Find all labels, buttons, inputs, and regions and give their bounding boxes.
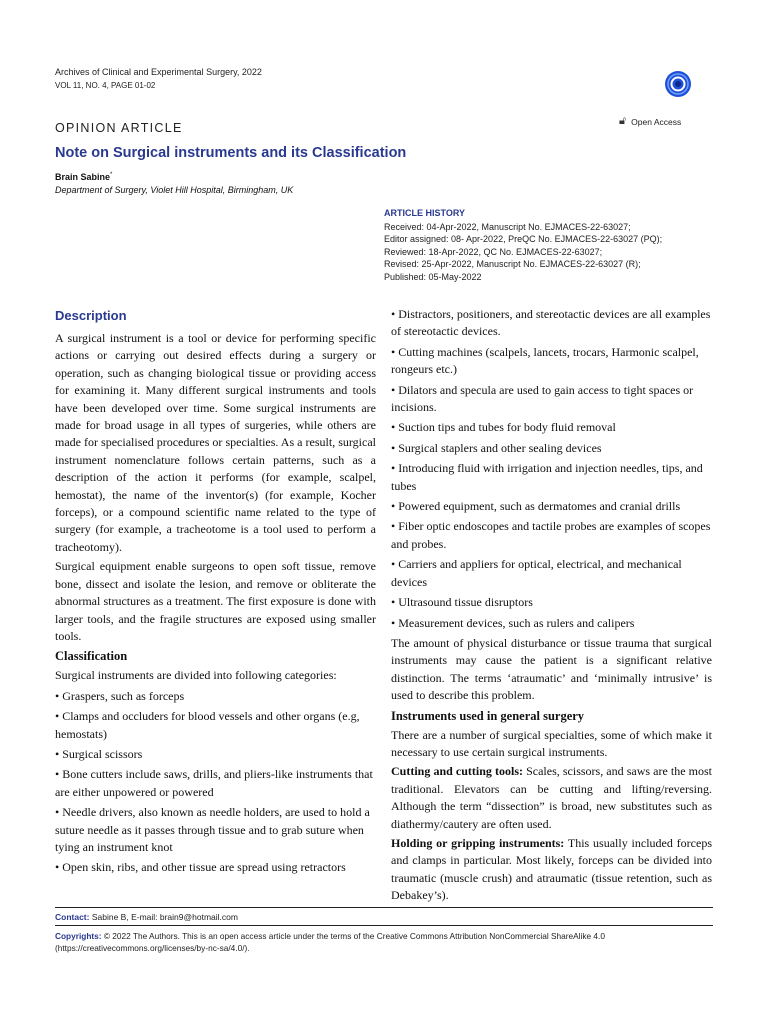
bullet-clamps: • Clamps and occluders for blood vessels and other organs (e.g, hemostats)	[55, 709, 360, 741]
copyright-text: © 2022 The Authors. This is an open access article under the terms of the Creative Commons Attribution NonCommercial ShareAlike 4.0 (https://creativecommons.org/licenses/by-nc-sa/4.0/).	[55, 931, 605, 953]
footer-divider-top	[55, 907, 713, 908]
contact-text: Sabine B, E-mail: brain9@hotmail.com	[89, 912, 238, 922]
open-access-lock-icon: 🔓︎	[619, 115, 627, 127]
classification-intro: Surgical instruments are divided into following categories:	[55, 668, 337, 683]
description-heading: Description	[55, 308, 127, 323]
left-column	[55, 306, 376, 880]
history-revised: Revised: 25-Apr-2022, Manuscript No. EJMACES-22-63027 (R);	[384, 259, 641, 270]
bullet-retractors: • Open skin, ribs, and other tissue are spread using retractors	[55, 860, 346, 875]
copyright-label: Copyrights:	[55, 931, 102, 941]
contact-label: Contact:	[55, 912, 90, 922]
copyright-line	[55, 931, 715, 954]
bullet-needle-drivers: • Needle drivers, also known as needle holders, are used to hold a suture needle as it passes through tissue and to grab suture when tying an instrument knot	[55, 805, 370, 854]
classification-heading: Classification	[55, 649, 128, 664]
cutting-tools-paragraph	[391, 763, 712, 833]
history-received: Received: 04-Apr-2022, Manuscript No. EJMACES-22-63027;	[384, 221, 631, 232]
trauma-paragraph: The amount of physical disturbance or tissue trauma that surgical instruments may cause the patient is a significant relative distinction. The terms ‘atraumatic’ and ‘minimally intrusive’ is used to describe this problem.	[391, 635, 712, 703]
journal-logo-icon	[664, 70, 692, 98]
history-editor-assigned: Editor assigned: 08- Apr-2022, PreQC No. EJMACES-22-63027 (PQ);	[384, 234, 663, 245]
description-paragraph-2: Surgical equipment enable surgeons to open soft tissue, remove bone, dissect and isolate the lesion, and remove or obliterate the abnormal structures as a treatment. The first exposure is done with larger tools, and the fragile structures are exposed using smaller tools.	[55, 559, 376, 643]
bullet-cutting-machines: • Cutting machines (scalpels, lancets, trocars, Harmonic scalpel, rongeurs etc.)	[391, 344, 699, 377]
contact-line	[55, 912, 238, 922]
article-type: OPINION ARTICLE	[55, 121, 183, 135]
general-surgery-heading: Instruments used in general surgery	[391, 708, 585, 723]
holding-instruments-paragraph	[391, 835, 712, 905]
bullet-carriers: • Carriers and appliers for optical, electrical, and mechanical devices	[391, 557, 682, 589]
history-published: Published: 05-May-2022	[384, 271, 482, 282]
article-history	[384, 207, 662, 284]
bullet-measurement: • Measurement devices, such as rulers and calipers	[391, 615, 635, 630]
bullet-bone-cutters: • Bone cutters include saws, drills, and pliers-like instruments that are either unpowered or powered	[55, 767, 373, 799]
footer-divider-bottom	[55, 925, 713, 926]
right-column	[391, 306, 712, 907]
bullet-powered-equipment: • Powered equipment, such as dermatomes and cranial drills	[391, 499, 681, 514]
bullet-scissors: • Surgical scissors	[55, 746, 143, 761]
bullet-staplers: • Surgical staplers and other sealing devices	[391, 440, 602, 455]
open-access-label	[619, 116, 681, 127]
description-paragraph-1: A surgical instrument is a tool or device for performing specific actions or carrying out desired effects during a surgery or operation, such as changing biological tissue or providing access for examining it. Many different surgical instruments and tools have been developed over time. Some surgical instruments are made for broad usage in all types of surgeries, while others are made for specialised procedures or specialties. As a result, surgical instrument nomenclature follows certain patterns, such as a description of the action it performs (for example, scalpel, hemostat), the name of the inventor(s) (for example, Kocher forceps), or a compound scientific name related to the type of surgery (for example, a tracheotome is a tool used to perform a tracheotomy).	[55, 331, 376, 554]
journal-name: Archives of Clinical and Experimental Surgery, 2022	[55, 67, 262, 77]
bullet-graspers: • Graspers, such as forceps	[55, 688, 185, 703]
bullet-endoscopes: • Fiber optic endoscopes and tactile probes are examples of scopes and probes.	[391, 519, 711, 551]
cutting-tools-text: Scales, scissors, and saws are the most traditional. Elevators can be cutting and lifting/reversing. Although the term “dissection” is broad, new substitutes such as diathermy/cautery are often used.	[391, 764, 713, 831]
holding-instruments-lead: Holding or gripping instruments:	[391, 835, 565, 850]
holding-instruments-text: This usually included forceps and clamps in particular. Most likely, forceps can be divided into traumatic (muscle crush) and atraumatic (tissue retention, such as Debakey’s).	[391, 835, 712, 903]
article-history-heading: ARTICLE HISTORY	[384, 208, 466, 218]
open-access-text: Open Access	[631, 116, 682, 127]
bullet-suction: • Suction tips and tubes for body fluid removal	[391, 420, 616, 435]
cutting-tools-lead: Cutting and cutting tools:	[391, 764, 523, 779]
author-affiliation: Department of Surgery, Violet Hill Hospital, Birmingham, UK	[55, 185, 294, 195]
history-reviewed: Reviewed: 18-Apr-2022, QC No. EJMACES-22-63027;	[384, 246, 603, 257]
volume-info: VOL 11, NO. 4, PAGE 01-02	[55, 81, 156, 90]
bullet-distractors: • Distractors, positioners, and stereotactic devices are all examples of stereotactic devices.	[391, 307, 711, 339]
author-mark: *	[110, 172, 113, 178]
bullet-dilators: • Dilators and specula are used to gain access to tight spaces or incisions.	[391, 382, 694, 415]
bullet-irrigation: • Introducing fluid with irrigation and injection needles, tips, and tubes	[391, 461, 703, 493]
general-surgery-paragraph: There are a number of surgical specialties, some of which make it necessary to use certain surgical instruments.	[391, 727, 712, 759]
bullet-ultrasound: • Ultrasound tissue disruptors	[391, 595, 533, 610]
article-title: Note on Surgical instruments and its Classification	[55, 145, 407, 161]
author-name	[55, 172, 112, 182]
author-name-text: Brain Sabine	[55, 172, 111, 182]
